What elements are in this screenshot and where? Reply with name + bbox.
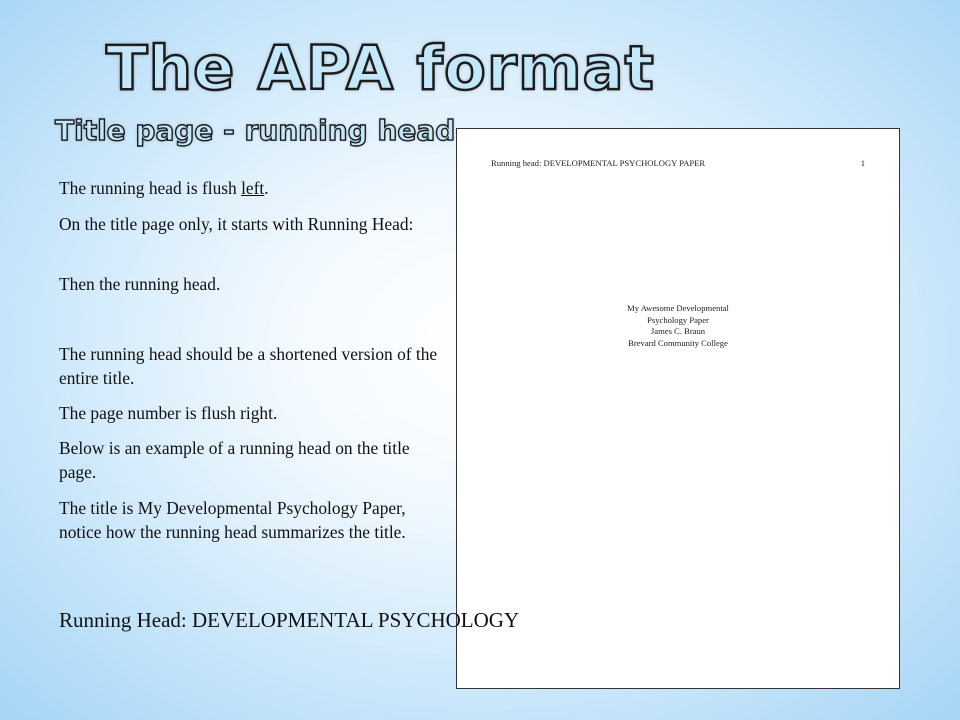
sample-page-number: 1: [860, 158, 865, 168]
sample-title-block: [457, 303, 899, 349]
note-example-below: Below is an example of a running head on the title page.: [59, 438, 410, 482]
sample-title-page: [456, 128, 900, 689]
note-shortened-version: The running head should be a shortened version of the entire title.: [59, 344, 438, 388]
sample-running-head: Running head: DEVELOPMENTAL PSYCHOLOGY PAPER: [491, 158, 706, 168]
note-then-running-head: Then the running head.: [59, 274, 221, 294]
sample-institution: Brevard Community College: [628, 337, 728, 348]
sample-title-line: My Awesome Developmental: [627, 303, 729, 313]
slide-subtitle: Title page - running head: [55, 114, 456, 147]
note-title-page-only: On the title page only, it starts with Running Head:: [59, 214, 414, 234]
note-title-summary: The title is My Developmental Psychology Paper, notice how the running head summarizes the title.: [59, 498, 406, 542]
note-flush-left-period: .: [264, 178, 269, 198]
slide-title: The APA format: [106, 33, 655, 104]
sample-author: James C. Braun: [650, 326, 706, 336]
note-flush-left-text: The running head is flush: [59, 178, 242, 198]
sample-title-line: Psychology Paper: [647, 314, 709, 325]
underlined-word-left: left: [241, 178, 265, 198]
note-flush-left: [59, 176, 439, 200]
note-page-number-right: The page number is flush right.: [59, 403, 278, 423]
running-head-example: Running Head: DEVELOPMENTAL PSYCHOLOGY: [59, 608, 520, 632]
